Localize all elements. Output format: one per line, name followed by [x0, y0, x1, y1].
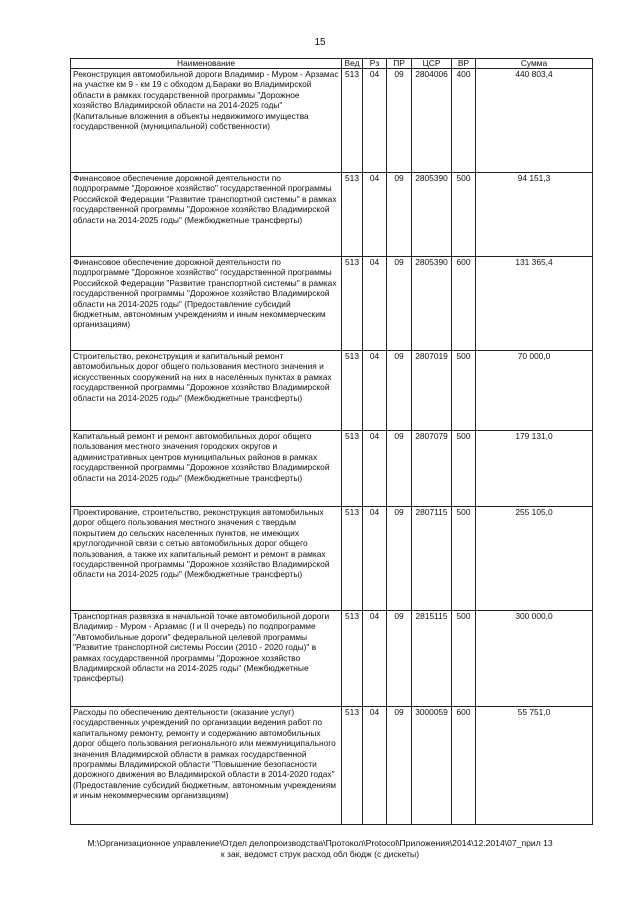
row-ved: 513 — [342, 173, 363, 257]
row-rz: 04 — [363, 173, 387, 257]
row-ved: 513 — [342, 351, 363, 431]
table-row — [71, 507, 593, 611]
row-rz: 04 — [363, 69, 387, 173]
row-csr: 2805390 — [412, 173, 452, 257]
row-sum: 440 803,4 — [476, 69, 593, 173]
row-rz: 04 — [363, 707, 387, 825]
row-vr: 500 — [452, 507, 476, 611]
table-row — [71, 257, 593, 351]
row-ved: 513 — [342, 507, 363, 611]
row-ved: 513 — [342, 431, 363, 507]
row-name: Транспортная развязка в начальной точке автомобильной дороги Владимир - Муром - Арзамас (I и II очередь) по подпрограмме "Автомобильные дороги" федеральной целевой программы "Развитие транспортной системы России (2010 - 2020 годы)" в рамках государственной программы "Дорожное хозяйство Владимирской области на 2014-2025 годы" (Межбюджетные трансферты) — [71, 611, 342, 707]
row-name: Финансовое обеспечение дорожной деятельности по подпрограмме "Дорожное хозяйство" государственной программы Российской Федерации "Развитие транспортной системы" в рамках государственной программы "Дорожное хозяйство Владимирской области на 2014-2025 годы" (Предоставление субсидий бюджетным, автономным учреждениям и иным некоммерческим организациям) — [71, 257, 342, 351]
row-rz: 04 — [363, 611, 387, 707]
table-row — [71, 69, 593, 173]
table-row — [71, 431, 593, 507]
row-rz: 04 — [363, 507, 387, 611]
row-csr: 2807079 — [412, 431, 452, 507]
row-ved: 513 — [342, 611, 363, 707]
table-row — [71, 707, 593, 825]
budget-table — [70, 58, 593, 825]
row-pr: 09 — [387, 707, 412, 825]
row-pr: 09 — [387, 507, 412, 611]
row-csr: 2815115 — [412, 611, 452, 707]
header-pr: ПР — [387, 59, 412, 69]
table-row — [71, 173, 593, 257]
row-ved: 513 — [342, 257, 363, 351]
row-vr: 600 — [452, 707, 476, 825]
row-sum: 131 365,4 — [476, 257, 593, 351]
row-name: Финансовое обеспечение дорожной деятельности по подпрограмме "Дорожное хозяйство" государственной программы Российской Федерации "Развитие транспортной системы" в рамках государственной программы "Дорожное хозяйство Владимирской области на 2014-2025 годы" (Межбюджетные трансферты) — [71, 173, 342, 257]
row-csr: 3000059 — [412, 707, 452, 825]
row-rz: 04 — [363, 351, 387, 431]
row-name: Капитальный ремонт и ремонт автомобильных дорог общего пользования местного значения городских округов и административных центров муниципальных районов в рамках государственной программы "Дорожное хозяйство Владимирской области на 2014-2025 годы" (Межбюджетные трансферты) — [71, 431, 342, 507]
table-row — [71, 611, 593, 707]
file-path-footer — [0, 838, 640, 860]
row-sum: 70 000,0 — [476, 351, 593, 431]
row-name: Проектирование, строительство, реконструкция автомобильных дорог общего пользования местного значения с твердым покрытием до сельских населенных пунктов, не имеющих круглогодичной связи с сетью автомобильных дорог общего пользования, а также их капитальный ремонт и ремонт в рамках государственной программы "Дорожное хозяйство Владимирской области на 2014-2025 годы" (Межбюджетные трансферты) — [71, 507, 342, 611]
header-name: Наименование — [71, 59, 342, 69]
row-sum: 55 751,0 — [476, 707, 593, 825]
header-vr: ВР — [452, 59, 476, 69]
row-csr: 2804006 — [412, 69, 452, 173]
row-pr: 09 — [387, 611, 412, 707]
row-ved: 513 — [342, 69, 363, 173]
row-rz: 04 — [363, 431, 387, 507]
row-pr: 09 — [387, 69, 412, 173]
row-sum: 94 151,3 — [476, 173, 593, 257]
footer-path-line: M:\Организационное управление\Отдел делопроизводства\Протокол\Protocol\Приложения\2014\12.2014\07_прил 13 — [87, 838, 553, 848]
row-csr: 2807019 — [412, 351, 452, 431]
row-csr: 2805390 — [412, 257, 452, 351]
table-row — [71, 351, 593, 431]
row-pr: 09 — [387, 351, 412, 431]
row-name: Строительство, реконструкция и капитальный ремонт автомобильных дорог общего пользования местного значения и искусственных сооружений на них в населённых пунктах в рамках государственной программы "Дорожное хозяйство Владимирской области на 2014-2025 годы" (Межбюджетные трансферты) — [71, 351, 342, 431]
footer-description-line: к зак, ведомст струк расход обл бюдж (с дискеты) — [220, 849, 420, 859]
row-sum: 179 131,0 — [476, 431, 593, 507]
header-csr: ЦСР — [412, 59, 452, 69]
row-vr: 500 — [452, 611, 476, 707]
row-pr: 09 — [387, 257, 412, 351]
row-vr: 500 — [452, 431, 476, 507]
row-csr: 2807115 — [412, 507, 452, 611]
row-vr: 500 — [452, 173, 476, 257]
header-ved: Вед — [342, 59, 363, 69]
row-vr: 400 — [452, 69, 476, 173]
row-name: Расходы по обеспечению деятельности (оказание услуг) государственных учреждений по организации ведения работ по капитальному ремонту, ремонту и содержанию автомобильных дорог общего пользования регионального или межмуниципального значения Владимирской области в рамках государственной программы Владимирской области "Повышение безопасности дорожного движения во Владимирской области в 2014-2020 годах" (Предоставление субсидий бюджетным, автономным учреждениям и иным некоммерческим организациям) — [71, 707, 342, 825]
page-number: 15 — [314, 37, 326, 48]
table-header-row — [71, 59, 593, 69]
row-ved: 513 — [342, 707, 363, 825]
row-name: Реконструкция автомобильной дороги Владимир - Муром - Арзамас на участке км 9 - км 19 с обходом д.Бараки во Владимирской области в рамках государственной программы "Дорожное хозяйство Владимирской области на 2014-2025 годы" (Капитальные вложения в объекты недвижимого имущества государственной (муниципальной) собственности) — [71, 69, 342, 173]
row-pr: 09 — [387, 431, 412, 507]
row-sum: 255 105,0 — [476, 507, 593, 611]
row-vr: 500 — [452, 351, 476, 431]
row-pr: 09 — [387, 173, 412, 257]
header-rz: Рз — [363, 59, 387, 69]
row-rz: 04 — [363, 257, 387, 351]
row-sum: 300 000,0 — [476, 611, 593, 707]
row-vr: 600 — [452, 257, 476, 351]
header-sum: Сумма — [476, 59, 593, 69]
